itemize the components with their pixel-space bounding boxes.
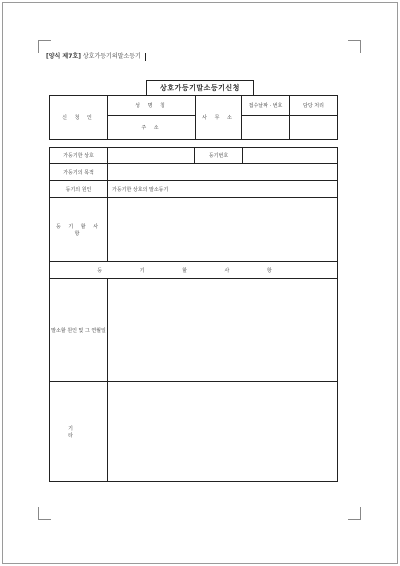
receipt-label: 접수날짜 · 번호 xyxy=(242,96,290,116)
purpose-label: 가등기의 목적 xyxy=(50,164,108,181)
purpose-field[interactable] xyxy=(108,164,338,181)
matters-field[interactable] xyxy=(108,198,338,262)
form-header xyxy=(46,51,148,61)
cause-label: 등기의 원인 xyxy=(50,181,108,198)
matters-label: 등 기 할 사 항 xyxy=(50,198,108,262)
other-field[interactable] xyxy=(108,382,338,482)
trade-name-field[interactable] xyxy=(108,148,195,164)
office-label: 사 무 소 xyxy=(196,96,242,140)
section-header: 등 기 할 사 항 xyxy=(50,262,338,279)
reason-field[interactable] xyxy=(108,279,338,382)
applicant-label: 신 청 인 xyxy=(50,96,108,140)
reg-no-label: 등기번호 xyxy=(195,148,243,164)
name-label: 성 명 칭 xyxy=(108,96,196,116)
handler-label: 담당 처리 xyxy=(290,96,338,116)
address-label: 주 소 xyxy=(108,116,196,140)
form-title: 상호가등기말소등기신청 xyxy=(146,80,254,96)
reg-no-field[interactable] xyxy=(243,148,338,164)
reason-label: 말소할 원인 및 그 연월일 xyxy=(50,279,108,382)
applicant-table xyxy=(49,95,338,140)
cause-value: 가등기한 상호의 말소등기 xyxy=(108,181,338,198)
crop-mark-bottom-right xyxy=(348,507,361,520)
handler-field[interactable] xyxy=(290,116,338,140)
form-name: 상호가등기의말소등기 xyxy=(82,53,141,60)
receipt-field[interactable] xyxy=(242,116,290,140)
header-bar xyxy=(145,53,146,61)
trade-name-label: 가등기한 상호 xyxy=(50,148,108,164)
registration-table xyxy=(49,147,338,482)
crop-mark-top-right xyxy=(348,40,361,53)
form-number: [양식 제7호] xyxy=(46,53,81,60)
other-label: 기 타 xyxy=(50,382,108,482)
crop-mark-bottom-left xyxy=(38,507,51,520)
